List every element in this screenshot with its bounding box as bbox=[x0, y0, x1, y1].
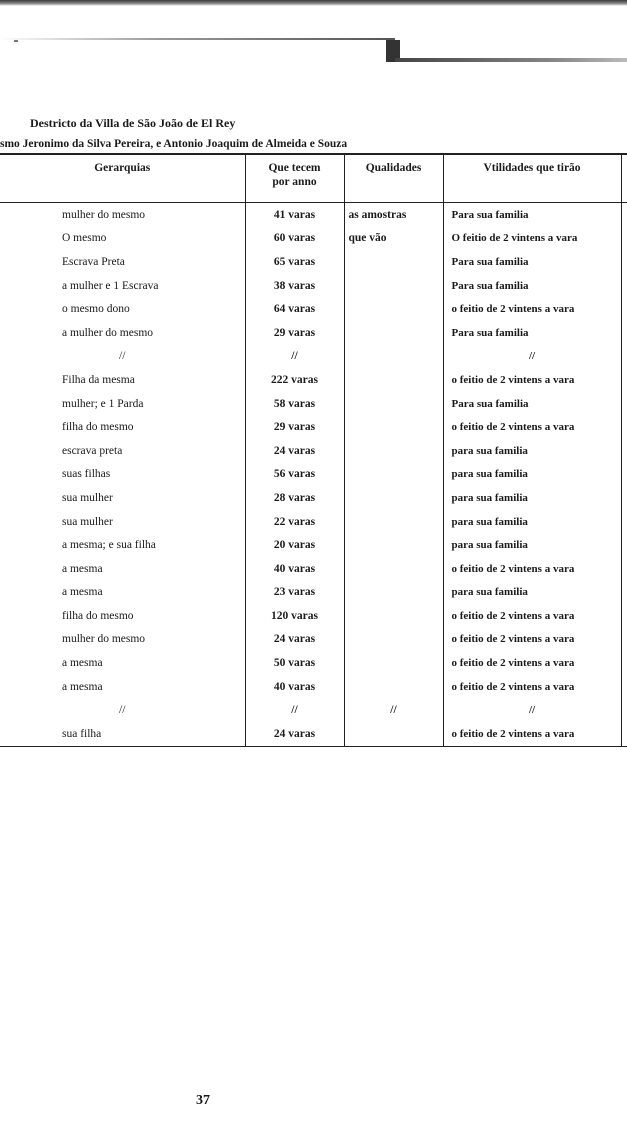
cell-utilidade: para sua familia bbox=[443, 533, 621, 557]
cell-gerarquia: a mesma bbox=[0, 581, 245, 605]
cell-edge bbox=[621, 439, 627, 463]
cell-varas: 24 varas bbox=[245, 722, 344, 746]
table-row bbox=[0, 486, 627, 510]
cell-gerarquia: filha do mesmo bbox=[0, 415, 245, 439]
cell-gerarquia: suas filhas bbox=[0, 463, 245, 487]
column-header-edge bbox=[621, 154, 627, 203]
cell-varas: 22 varas bbox=[245, 510, 344, 534]
cell-varas: 65 varas bbox=[245, 250, 344, 274]
cell-utilidade: o feitio de 2 vintens a vara bbox=[443, 415, 621, 439]
cell-varas: 41 varas bbox=[245, 203, 344, 227]
cell-utilidade: // bbox=[443, 345, 621, 369]
cell-varas: 23 varas bbox=[245, 581, 344, 605]
cell-qualidade: // bbox=[344, 698, 443, 722]
cell-varas: 28 varas bbox=[245, 486, 344, 510]
cell-varas: // bbox=[245, 698, 344, 722]
cell-utilidade: o feitio de 2 vintens a vara bbox=[443, 557, 621, 581]
cell-gerarquia: filha do mesmo bbox=[0, 604, 245, 628]
cell-varas: 222 varas bbox=[245, 368, 344, 392]
cell-gerarquia: sua mulher bbox=[0, 486, 245, 510]
table-row bbox=[0, 345, 627, 369]
cell-utilidade: o feitio de 2 vintens a vara bbox=[443, 604, 621, 628]
table-row bbox=[0, 604, 627, 628]
cell-edge bbox=[621, 463, 627, 487]
cell-gerarquia: mulher do mesmo bbox=[0, 203, 245, 227]
cell-qualidade bbox=[344, 321, 443, 345]
table-row bbox=[0, 274, 627, 298]
cell-varas: 29 varas bbox=[245, 321, 344, 345]
column-header-que-tecem: Que tecem por anno bbox=[245, 154, 344, 203]
cell-edge bbox=[621, 227, 627, 251]
scan-edge-shadow bbox=[0, 0, 627, 6]
table-row bbox=[0, 698, 627, 722]
cell-qualidade bbox=[344, 345, 443, 369]
cell-edge bbox=[621, 486, 627, 510]
cell-utilidade: o feitio de 2 vintens a vara bbox=[443, 297, 621, 321]
table-row bbox=[0, 297, 627, 321]
cell-utilidade: Para sua familia bbox=[443, 274, 621, 298]
table-row bbox=[0, 675, 627, 699]
table-row bbox=[0, 628, 627, 652]
cell-varas: 120 varas bbox=[245, 604, 344, 628]
cell-qualidade bbox=[344, 297, 443, 321]
cell-utilidade: Para sua familia bbox=[443, 321, 621, 345]
cell-qualidade bbox=[344, 368, 443, 392]
cell-gerarquia: // bbox=[0, 698, 245, 722]
cell-gerarquia: a mesma bbox=[0, 651, 245, 675]
table-row bbox=[0, 250, 627, 274]
cell-qualidade bbox=[344, 510, 443, 534]
cell-utilidade: para sua familia bbox=[443, 510, 621, 534]
cell-edge bbox=[621, 510, 627, 534]
table-row bbox=[0, 557, 627, 581]
cell-gerarquia: // bbox=[0, 345, 245, 369]
cell-edge bbox=[621, 415, 627, 439]
cell-utilidade: O feitio de 2 vintens a vara bbox=[443, 227, 621, 251]
cell-qualidade bbox=[344, 675, 443, 699]
cell-qualidade bbox=[344, 486, 443, 510]
cell-edge bbox=[621, 651, 627, 675]
table-row bbox=[0, 227, 627, 251]
cell-utilidade: para sua familia bbox=[443, 486, 621, 510]
cell-gerarquia: Escrava Preta bbox=[0, 250, 245, 274]
table-row bbox=[0, 368, 627, 392]
table-row bbox=[0, 203, 627, 227]
cell-edge bbox=[621, 604, 627, 628]
cell-edge bbox=[621, 345, 627, 369]
table-row bbox=[0, 415, 627, 439]
cell-gerarquia: a mesma bbox=[0, 557, 245, 581]
cell-qualidade bbox=[344, 722, 443, 746]
cell-qualidade bbox=[344, 533, 443, 557]
cell-edge bbox=[621, 297, 627, 321]
table-row bbox=[0, 722, 627, 746]
cell-qualidade bbox=[344, 557, 443, 581]
cell-edge bbox=[621, 392, 627, 416]
cell-gerarquia: o mesmo dono bbox=[0, 297, 245, 321]
cell-varas: // bbox=[245, 345, 344, 369]
cell-edge bbox=[621, 250, 627, 274]
table-header-row bbox=[0, 154, 627, 203]
cell-edge bbox=[621, 557, 627, 581]
cell-edge bbox=[621, 274, 627, 298]
cell-varas: 64 varas bbox=[245, 297, 344, 321]
cell-varas: 60 varas bbox=[245, 227, 344, 251]
cell-gerarquia: a mesma bbox=[0, 675, 245, 699]
scan-artifact-line bbox=[0, 38, 395, 40]
cell-qualidade bbox=[344, 250, 443, 274]
cell-utilidade: Para sua familia bbox=[443, 392, 621, 416]
officials-line: smo Jeronimo da Silva Pereira, e Antonio Joaquim de Almeida e Souza bbox=[0, 138, 348, 150]
district-heading: Destricto da Villa de São João de El Rey bbox=[30, 116, 236, 130]
column-header-gerarquias: Gerarquias bbox=[0, 154, 245, 203]
cell-edge bbox=[621, 675, 627, 699]
cell-varas: 29 varas bbox=[245, 415, 344, 439]
cell-varas: 40 varas bbox=[245, 675, 344, 699]
cell-varas: 38 varas bbox=[245, 274, 344, 298]
cell-gerarquia: a mesma; e sua filha bbox=[0, 533, 245, 557]
cell-utilidade: o feitio de 2 vintens a vara bbox=[443, 722, 621, 746]
column-header-qualidades: Qualidades bbox=[344, 154, 443, 203]
cell-gerarquia: sua filha bbox=[0, 722, 245, 746]
cell-edge bbox=[621, 628, 627, 652]
cell-qualidade bbox=[344, 439, 443, 463]
table-row bbox=[0, 651, 627, 675]
cell-qualidade bbox=[344, 415, 443, 439]
table-row bbox=[0, 439, 627, 463]
cell-edge bbox=[621, 722, 627, 746]
cell-edge bbox=[621, 368, 627, 392]
cell-utilidade: para sua familia bbox=[443, 581, 621, 605]
cell-utilidade: o feitio de 2 vintens a vara bbox=[443, 651, 621, 675]
cell-varas: 24 varas bbox=[245, 439, 344, 463]
cell-qualidade bbox=[344, 581, 443, 605]
cell-varas: 20 varas bbox=[245, 533, 344, 557]
cell-utilidade: o feitio de 2 vintens a vara bbox=[443, 368, 621, 392]
table-row bbox=[0, 321, 627, 345]
cell-edge bbox=[621, 203, 627, 227]
scan-artifact-dot bbox=[14, 40, 18, 42]
cell-gerarquia: a mulher e 1 Escrava bbox=[0, 274, 245, 298]
cell-gerarquia: sua mulher bbox=[0, 510, 245, 534]
table-row bbox=[0, 510, 627, 534]
cell-utilidade: o feitio de 2 vintens a vara bbox=[443, 675, 621, 699]
cell-gerarquia: mulher do mesmo bbox=[0, 628, 245, 652]
cell-gerarquia: a mulher do mesmo bbox=[0, 321, 245, 345]
cell-edge bbox=[621, 581, 627, 605]
production-table bbox=[0, 153, 627, 747]
cell-varas: 40 varas bbox=[245, 557, 344, 581]
cell-qualidade: as amostras bbox=[344, 203, 443, 227]
cell-utilidade: o feitio de 2 vintens a vara bbox=[443, 628, 621, 652]
cell-qualidade: que vão bbox=[344, 227, 443, 251]
cell-gerarquia: escrava preta bbox=[0, 439, 245, 463]
cell-qualidade bbox=[344, 604, 443, 628]
cell-qualidade bbox=[344, 463, 443, 487]
column-header-vtilidades: Vtilidades que tirão bbox=[443, 154, 621, 203]
cell-varas: 58 varas bbox=[245, 392, 344, 416]
cell-utilidade: para sua familia bbox=[443, 439, 621, 463]
table-row bbox=[0, 533, 627, 557]
cell-varas: 24 varas bbox=[245, 628, 344, 652]
cell-qualidade bbox=[344, 392, 443, 416]
table-row bbox=[0, 392, 627, 416]
cell-gerarquia: Filha da mesma bbox=[0, 368, 245, 392]
cell-utilidade: Para sua familia bbox=[443, 203, 621, 227]
cell-edge bbox=[621, 533, 627, 557]
cell-utilidade: // bbox=[443, 698, 621, 722]
cell-qualidade bbox=[344, 651, 443, 675]
table-row bbox=[0, 581, 627, 605]
cell-gerarquia: O mesmo bbox=[0, 227, 245, 251]
cell-edge bbox=[621, 698, 627, 722]
table-row bbox=[0, 463, 627, 487]
cell-varas: 50 varas bbox=[245, 651, 344, 675]
scan-artifact-line bbox=[395, 58, 627, 62]
cell-utilidade: Para sua familia bbox=[443, 250, 621, 274]
cell-qualidade bbox=[344, 628, 443, 652]
cell-gerarquia: mulher; e 1 Parda bbox=[0, 392, 245, 416]
cell-utilidade: para sua familia bbox=[443, 463, 621, 487]
cell-varas: 56 varas bbox=[245, 463, 344, 487]
cell-qualidade bbox=[344, 274, 443, 298]
page-number: 37 bbox=[196, 1093, 210, 1108]
cell-edge bbox=[621, 321, 627, 345]
